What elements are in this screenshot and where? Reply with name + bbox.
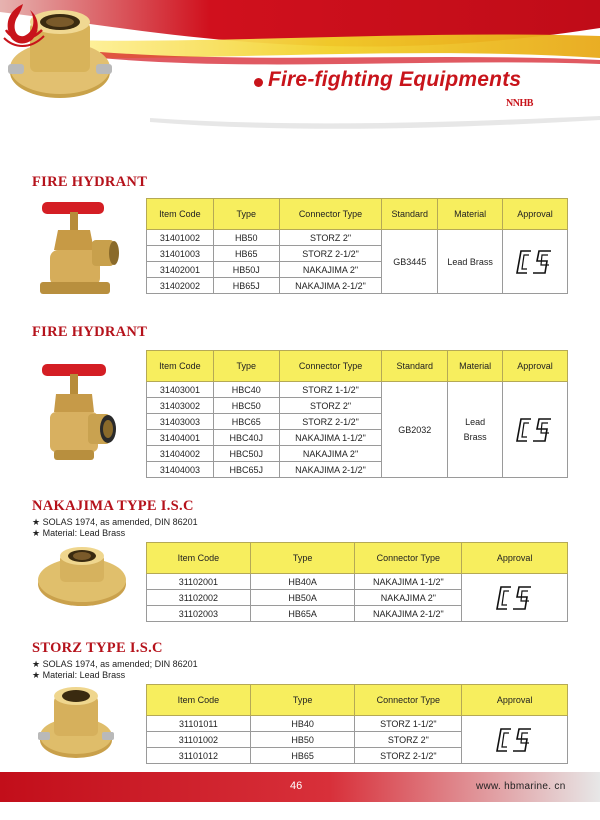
connector-cell: NAKAJIMA 2" xyxy=(355,590,462,606)
item-code-cell: 31101002 xyxy=(147,732,251,748)
type-cell: HB40 xyxy=(250,716,355,732)
product-table-1 xyxy=(146,198,568,294)
item-code-cell: 31102001 xyxy=(147,574,251,590)
connector-cell: NAKAJIMA 1-1/2" xyxy=(355,574,462,590)
page-number: 46 xyxy=(290,780,303,792)
product-table-3 xyxy=(146,542,568,622)
col-header-approval: Approval xyxy=(462,543,568,574)
cs-approval-icon xyxy=(495,583,535,613)
type-cell: HB50J xyxy=(213,262,279,278)
connector-cell: STORZ 2" xyxy=(279,230,382,246)
type-cell: HBC40J xyxy=(213,430,279,446)
approval-cell xyxy=(462,716,568,764)
item-code-cell: 31402002 xyxy=(147,278,214,294)
material-cell xyxy=(448,382,503,478)
connector-cell: STORZ 2-1/2" xyxy=(279,246,382,262)
col-header-approval: Approval xyxy=(503,351,568,382)
col-header-type: Type xyxy=(213,199,279,230)
col-header-connector-type: Connector Type xyxy=(279,199,382,230)
item-code-cell: 31101012 xyxy=(147,748,251,764)
material-line-1: Lead xyxy=(465,416,486,427)
company-logo-icon xyxy=(0,0,46,62)
spec-line-material: ★ Material: Lead Brass xyxy=(32,670,126,680)
connector-cell: STORZ 1-1/2" xyxy=(355,716,462,732)
section-title-storz: STORZ TYPE I.S.C xyxy=(32,640,163,656)
title-bullet xyxy=(254,78,263,87)
section-title-fire-hydrant-1: FIRE HYDRANT xyxy=(32,174,148,190)
table-row xyxy=(147,230,568,246)
table-row xyxy=(147,716,568,732)
cs-approval-icon xyxy=(495,725,535,755)
cs-approval-icon xyxy=(515,415,555,445)
item-code-cell: 31404001 xyxy=(147,430,214,446)
connector-cell: NAKAJIMA 2-1/2" xyxy=(355,606,462,622)
item-code-cell: 31102002 xyxy=(147,590,251,606)
col-header-type: Type xyxy=(213,351,279,382)
connector-cell: STORZ 2-1/2" xyxy=(355,748,462,764)
col-header-type: Type xyxy=(250,543,355,574)
col-header-standard: Standard xyxy=(382,199,438,230)
table-row xyxy=(147,574,568,590)
website-link[interactable]: www. hbmarine. cn xyxy=(476,781,566,792)
col-header-item-code: Item Code xyxy=(147,199,214,230)
page-title: Fire-fighting Equipments xyxy=(268,68,522,91)
footer xyxy=(0,772,600,802)
type-cell: HB40A xyxy=(250,574,355,590)
item-code-cell: 31101011 xyxy=(147,716,251,732)
type-cell: HB65 xyxy=(250,748,355,764)
item-code-cell: 31404002 xyxy=(147,446,214,462)
type-cell: HBC50 xyxy=(213,398,279,414)
type-cell: HB50 xyxy=(213,230,279,246)
standard-cell: GB2032 xyxy=(382,382,448,478)
fire-hydrant-image-1 xyxy=(30,196,120,301)
col-header-type: Type xyxy=(250,685,355,716)
type-cell: HB50A xyxy=(250,590,355,606)
item-code-cell: 31403001 xyxy=(147,382,214,398)
connector-cell: NAKAJIMA 2" xyxy=(279,446,382,462)
col-header-standard: Standard xyxy=(382,351,448,382)
fire-hydrant-image-2 xyxy=(32,356,122,466)
connector-cell: STORZ 1-1/2" xyxy=(279,382,382,398)
col-header-material: Material xyxy=(438,199,503,230)
type-cell: HB65 xyxy=(213,246,279,262)
approval-cell xyxy=(503,230,568,294)
type-cell: HBC65J xyxy=(213,462,279,478)
col-header-item-code: Item Code xyxy=(147,685,251,716)
connector-cell: NAKAJIMA 2" xyxy=(279,262,382,278)
item-code-cell: 31404003 xyxy=(147,462,214,478)
col-header-connector-type: Connector Type xyxy=(279,351,382,382)
connector-cell: NAKAJIMA 2-1/2" xyxy=(279,278,382,294)
company-logo-text: NNHB xyxy=(506,98,533,109)
nakajima-coupling-image xyxy=(36,544,128,616)
col-header-item-code: Item Code xyxy=(147,351,214,382)
item-code-cell: 31403003 xyxy=(147,414,214,430)
approval-cell xyxy=(462,574,568,622)
item-code-cell: 31401002 xyxy=(147,230,214,246)
storz-coupling-image xyxy=(36,682,116,766)
table-row xyxy=(147,382,568,398)
section-title-nakajima: NAKAJIMA TYPE I.S.C xyxy=(32,498,194,514)
spec-line-material: ★ Material: Lead Brass xyxy=(32,528,126,538)
product-table-2 xyxy=(146,350,568,478)
product-table-4 xyxy=(146,684,568,764)
section-title-fire-hydrant-2: FIRE HYDRANT xyxy=(32,324,148,340)
header-banner xyxy=(0,0,600,150)
col-header-connector-type: Connector Type xyxy=(355,543,462,574)
material-cell: Lead Brass xyxy=(438,230,503,294)
type-cell: HB50 xyxy=(250,732,355,748)
col-header-approval: Approval xyxy=(503,199,568,230)
type-cell: HBC40 xyxy=(213,382,279,398)
connector-cell: STORZ 2" xyxy=(355,732,462,748)
standard-cell: GB3445 xyxy=(382,230,438,294)
type-cell: HB65J xyxy=(213,278,279,294)
connector-cell: STORZ 2" xyxy=(279,398,382,414)
cs-approval-icon xyxy=(515,247,555,277)
connector-cell: NAKAJIMA 1-1/2" xyxy=(279,430,382,446)
material-line-2: Brass xyxy=(463,431,487,442)
item-code-cell: 31403002 xyxy=(147,398,214,414)
col-header-approval: Approval xyxy=(462,685,568,716)
col-header-item-code: Item Code xyxy=(147,543,251,574)
spec-line-standard: ★ SOLAS 1974, as amended, DIN 86201 xyxy=(32,517,198,527)
item-code-cell: 31102003 xyxy=(147,606,251,622)
type-cell: HB65A xyxy=(250,606,355,622)
col-header-material: Material xyxy=(448,351,503,382)
connector-cell: STORZ 2-1/2" xyxy=(279,414,382,430)
connector-cell: NAKAJIMA 2-1/2" xyxy=(279,462,382,478)
approval-cell xyxy=(503,382,568,478)
item-code-cell: 31402001 xyxy=(147,262,214,278)
col-header-connector-type: Connector Type xyxy=(355,685,462,716)
type-cell: HBC50J xyxy=(213,446,279,462)
item-code-cell: 31401003 xyxy=(147,246,214,262)
type-cell: HBC65 xyxy=(213,414,279,430)
spec-line-standard: ★ SOLAS 1974, as amended; DIN 86201 xyxy=(32,659,198,669)
